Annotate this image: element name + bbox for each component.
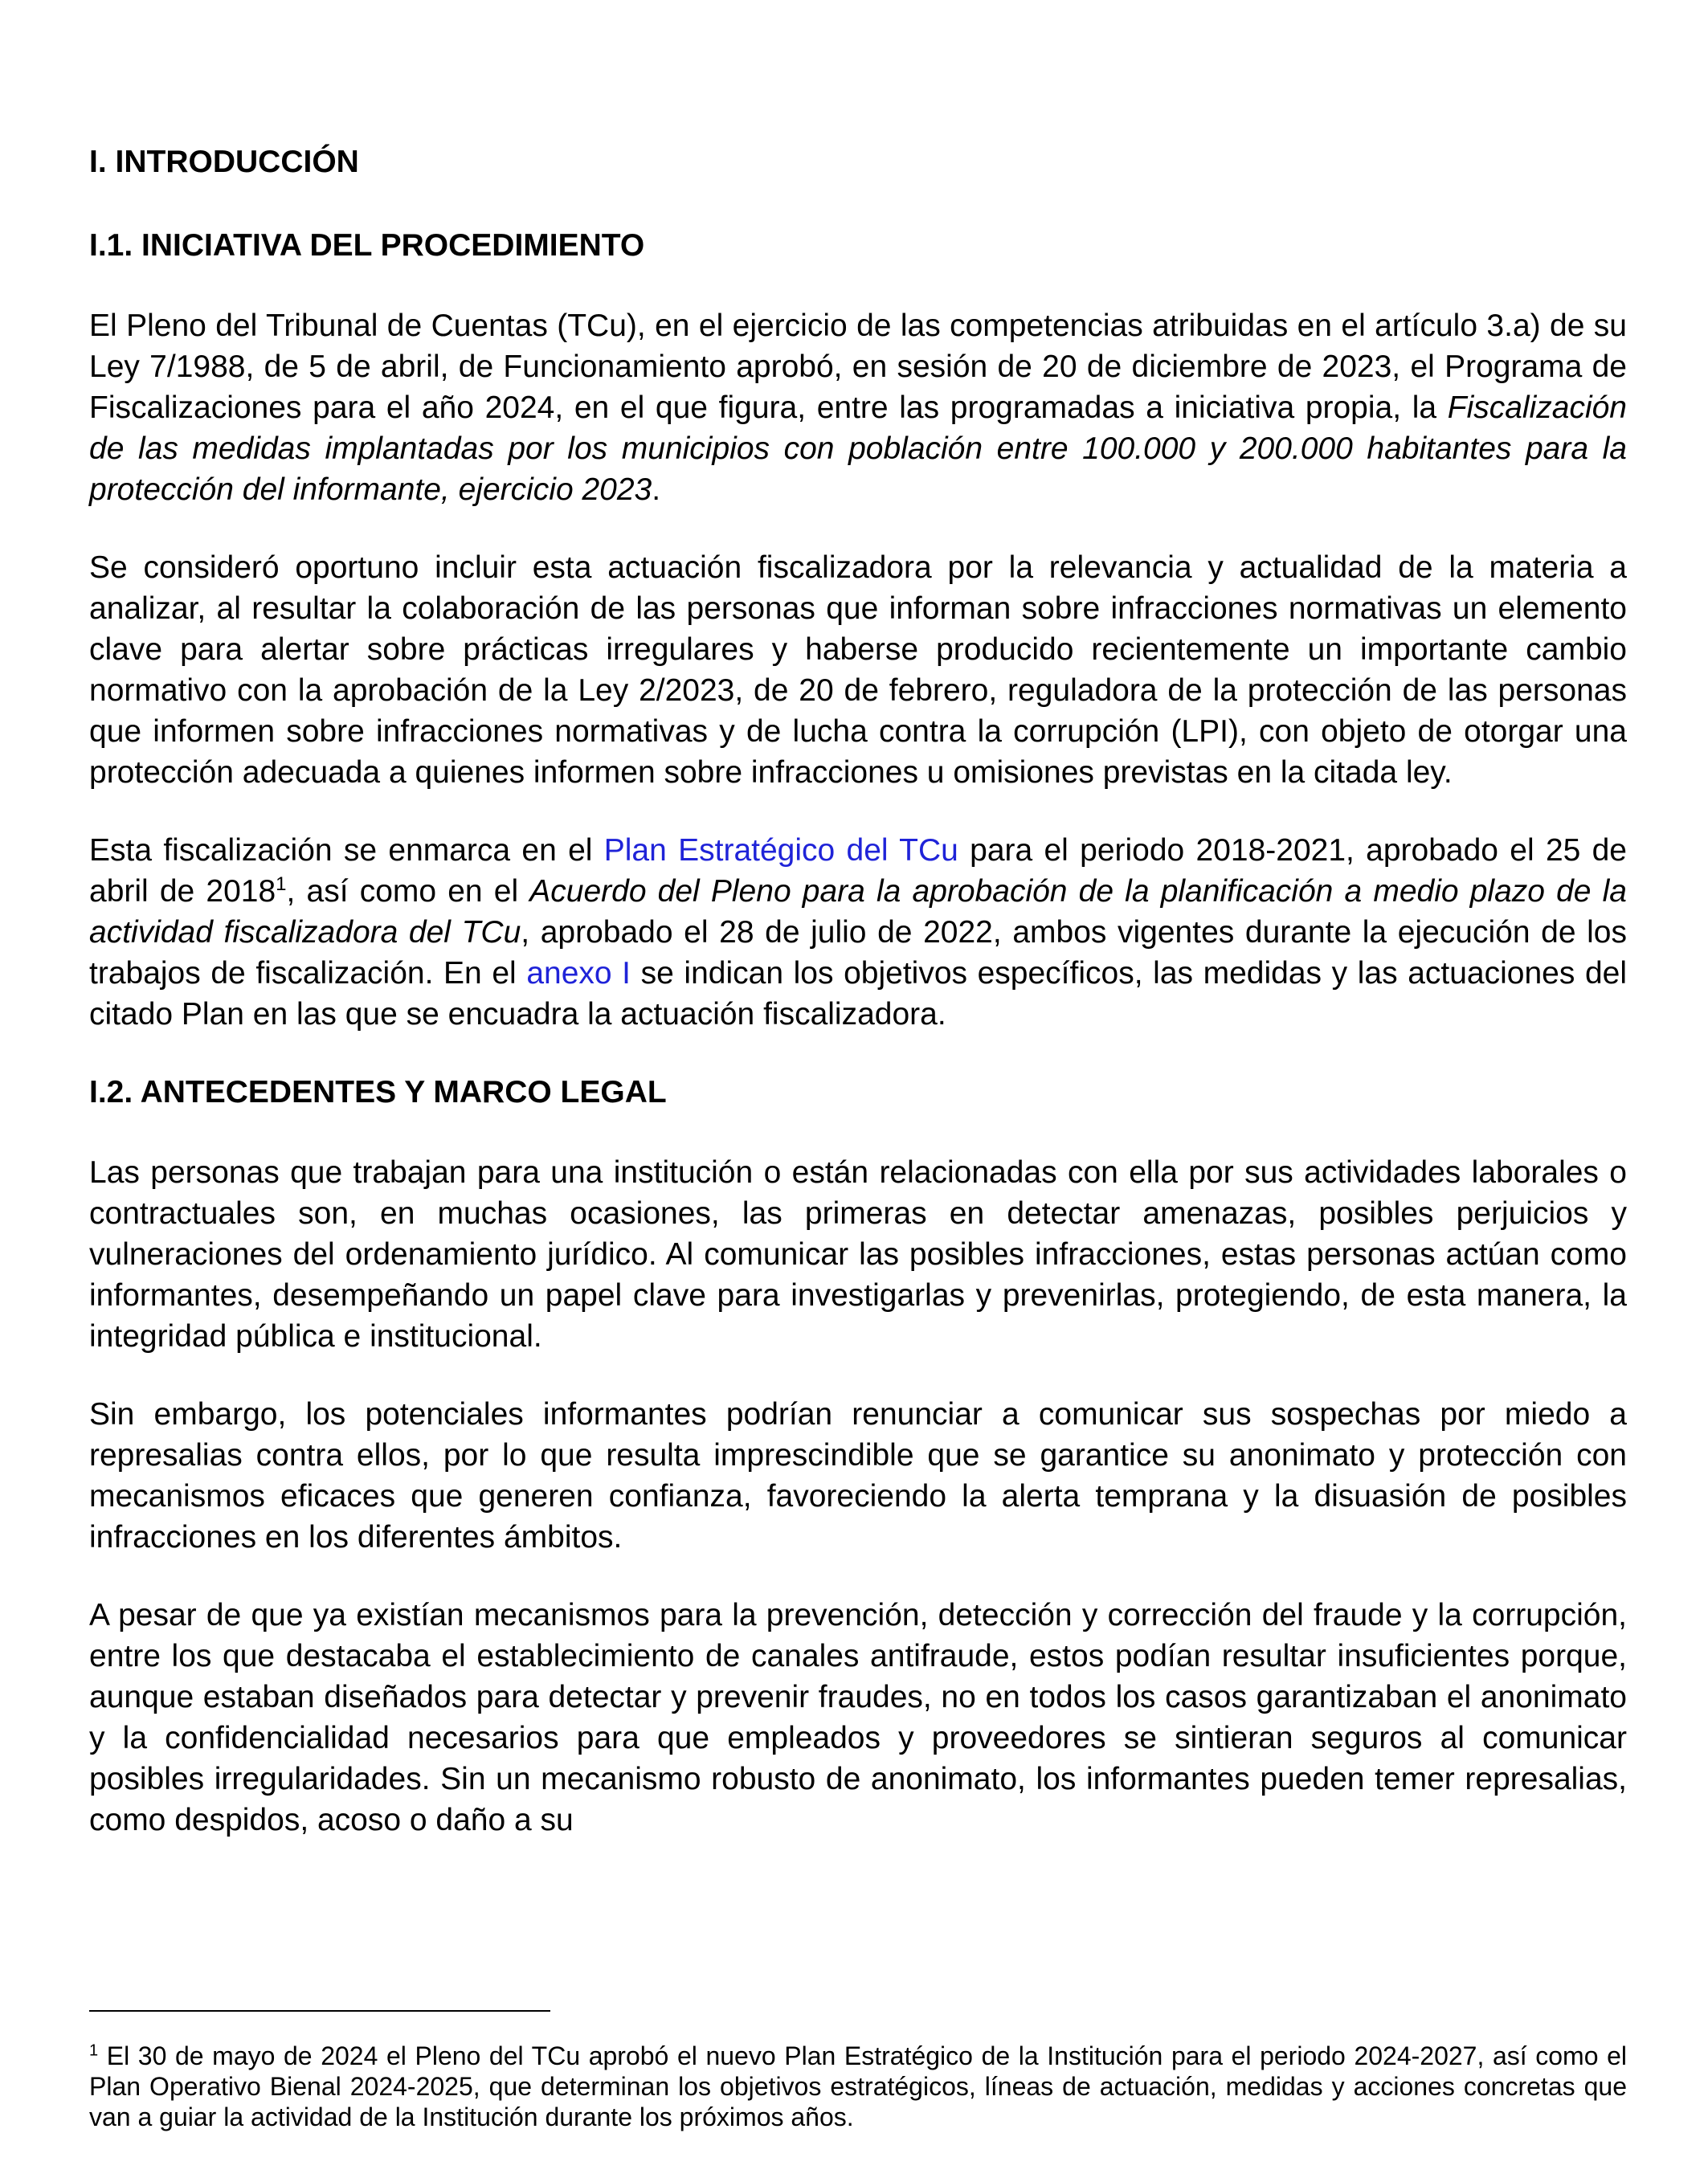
paragraph-plan-estrategico <box>89 830 1627 1035</box>
footnote-divider <box>89 2010 550 2012</box>
fiscalizacion-title: Fiscalización de las medidas implantadas por los municipios con población entre 100.000 y 200.000 habitantes para la protección del informante, ejercicio 2023 <box>89 390 1627 507</box>
paragraph-programa-end: . <box>652 472 661 507</box>
anexo-link[interactable]: anexo I <box>526 956 631 991</box>
plan-estrategico-link[interactable]: Plan Estratégico del TCu <box>603 833 958 868</box>
footnote-text: El 30 de mayo de 2024 el Pleno del TCu aprobó el nuevo Plan Estratégico de la Institución para el periodo 2024-2027, así como el Plan Operativo Bienal 2024-2025, que determinan los objetivos estratégicos, líneas de actuación, medidas y acciones concretas que van a guiar la actividad de la Institución durante los próximos años. <box>89 2041 1627 2131</box>
plan-text-c: , así como en el <box>286 874 530 909</box>
heading-introduccion: I. INTRODUCCIÓN <box>89 145 359 179</box>
heading-antecedentes: I.2. ANTECEDENTES Y MARCO LEGAL <box>89 1075 667 1109</box>
paragraph-personas: Las personas que trabajan para una institución o están relacionadas con ella por sus actividades laborales o contractuales son, en muchas ocasiones, las primeras en detectar amenazas, posibles perjuicios y vulneraciones del ordenamiento jurídico. Al comunicar las posibles infracciones, estas personas actúan como informantes, desempeñando un papel clave para investigarlas y prevenirlas, protegiendo, de esta manera, la integridad pública e institucional. <box>89 1155 1627 1354</box>
plan-text-d: , aprobado el 28 de julio de 2022, ambos vigentes durante la ejecución de los trabajos de fiscalización. En el <box>89 915 1627 991</box>
paragraph-mecanismos: A pesar de que ya existían mecanismos para la prevención, detección y corrección del fraude y la corrupción, entre los que destacaba el establecimiento de canales antifraude, estos podían resultar insuficientes porque, aunque estaban diseñados para detectar y prevenir fraudes, no en todos los casos garantizaban el anonimato y la confidencialidad necesarios para que empleados y proveedores se sintieran seguros al comunicar posibles irregularidades. Sin un mecanismo robusto de anonimato, los informantes pueden temer represalias, como despidos, acoso o daño a su <box>89 1598 1627 1837</box>
heading-iniciativa: I.1. INICIATIVA DEL PROCEDIMIENTO <box>89 228 645 263</box>
document-body <box>89 141 1627 1878</box>
paragraph-programa <box>89 305 1627 510</box>
plan-text-e: se indican los objetivos específicos, las medidas y las actuaciones del citado Plan en las que se encuadra la actuación fiscalizadora. <box>89 956 1627 1032</box>
plan-text-b: para el periodo 2018-2021, aprobado el 25 de abril de 2018 <box>89 833 1627 909</box>
paragraph-actuacion: Se consideró oportuno incluir esta actuación fiscalizadora por la relevancia y actualidad de la materia a analizar, al resultar la colaboración de las personas que informan sobre infracciones normativas un elemento clave para alertar sobre prácticas irregulares y haberse producido recientemente un importante cambio normativo con la aprobación de la Ley 2/2023, de 20 de febrero, reguladora de la protección de las personas que informen sobre infracciones normativas y de lucha contra la corrupción (LPI), con objeto de otorgar una protección adecuada a quienes informen sobre infracciones u omisiones previstas en la citada ley. <box>89 550 1627 790</box>
footnote-reference[interactable]: 1 <box>276 873 287 895</box>
plan-text-a: Esta fiscalización se enmarca en el <box>89 833 604 868</box>
paragraph-informantes: Sin embargo, los potenciales informantes podrían renunciar a comunicar sus sospechas por miedo a represalias contra ellos, por lo que resulta imprescindible que se garantice su anonimato y protección con mecanismos eficaces que generen confianza, favoreciendo la alerta temprana y la disuasión de posibles infracciones en los diferentes ámbitos. <box>89 1397 1627 1555</box>
footnote <box>89 2041 1627 2132</box>
footnote-mark: 1 <box>89 2041 99 2060</box>
acuerdo-title: Acuerdo del Pleno para la aprobación de la planificación a medio plazo de la actividad fiscalizadora del TCu <box>89 874 1627 950</box>
paragraph-programa-text: El Pleno del Tribunal de Cuentas (TCu), en el ejercicio de las competencias atribuidas en el artículo 3.a) de su Ley 7/1988, de 5 de abril, de Funcionamiento aprobó, en sesión de 20 de diciembre de 2023, el Programa de Fiscalizaciones para el año 2024, en el que figura, entre las programadas a iniciativa propia, la <box>89 309 1627 425</box>
